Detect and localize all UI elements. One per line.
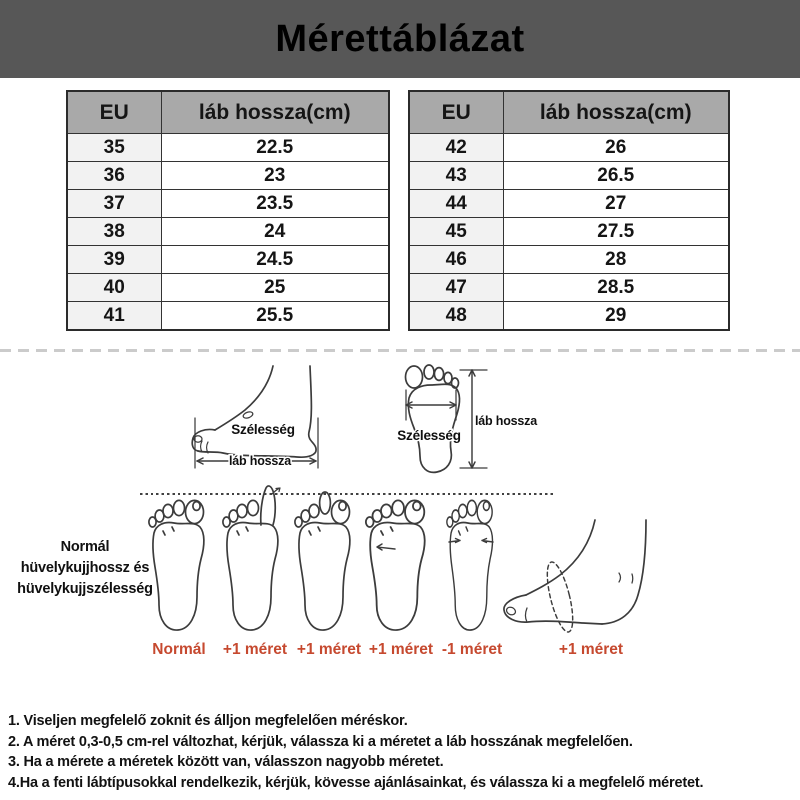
table-row bbox=[409, 274, 729, 302]
eu-size-cell: 42 bbox=[409, 134, 503, 162]
side-foot-outline bbox=[504, 520, 646, 624]
size-table-right bbox=[408, 90, 730, 331]
foot-length-cell: 24 bbox=[161, 218, 389, 246]
foot-length-cell: 25.5 bbox=[161, 302, 389, 331]
table-row bbox=[67, 134, 389, 162]
length-label: láb hossza bbox=[475, 414, 537, 428]
table-row bbox=[409, 134, 729, 162]
table-row bbox=[67, 246, 389, 274]
length-column-header: láb hossza(cm) bbox=[503, 91, 729, 134]
foot-length-cell: 25 bbox=[161, 274, 389, 302]
side-foot-outline bbox=[192, 366, 316, 457]
foot-length-cell: 28.5 bbox=[503, 274, 729, 302]
sizing-notes bbox=[8, 711, 703, 793]
foot-length-cell: 28 bbox=[503, 246, 729, 274]
foot-length-cell: 23 bbox=[161, 162, 389, 190]
page-title: Mérettáblázat bbox=[275, 17, 525, 60]
footprint-wide-icon bbox=[367, 485, 427, 635]
foot-type-label: +1 méret bbox=[296, 641, 362, 658]
eu-size-cell: 36 bbox=[67, 162, 161, 190]
table-row bbox=[409, 302, 729, 331]
table-row bbox=[67, 190, 389, 218]
foot-top-view-icon bbox=[398, 362, 543, 476]
eu-column-header: EU bbox=[409, 91, 503, 134]
width-label: Szélesség bbox=[231, 422, 295, 437]
size-table-left bbox=[66, 90, 390, 331]
table-row bbox=[67, 162, 389, 190]
footprint-long-bigtoe-icon bbox=[222, 485, 282, 635]
table-row bbox=[67, 302, 389, 331]
foot-length-cell: 27 bbox=[503, 190, 729, 218]
note-line: 3. Ha a mérete a méretek között van, válasszon nagyobb méretet. bbox=[8, 754, 444, 771]
width-label: Szélesség bbox=[397, 428, 461, 443]
eu-size-cell: 47 bbox=[409, 274, 503, 302]
foot-type-label: +1 méret bbox=[222, 641, 288, 658]
intro-line: hüvelykujjhossz és bbox=[20, 560, 150, 576]
eu-size-cell: 45 bbox=[409, 218, 503, 246]
table-header-row bbox=[409, 91, 729, 134]
foot-length-cell: 26 bbox=[503, 134, 729, 162]
eu-size-cell: 44 bbox=[409, 190, 503, 218]
footprint-long-secondtoe-icon bbox=[294, 485, 354, 635]
foot-type-label: -1 méret bbox=[441, 641, 503, 658]
foot-type-label: +1 méret bbox=[558, 641, 624, 658]
eu-size-cell: 38 bbox=[67, 218, 161, 246]
table-header-row bbox=[67, 91, 389, 134]
eu-size-cell: 48 bbox=[409, 302, 503, 331]
eu-size-cell: 35 bbox=[67, 134, 161, 162]
foot-length-cell: 23.5 bbox=[161, 190, 389, 218]
width-arrow bbox=[377, 544, 395, 550]
foot-length-cell: 27.5 bbox=[503, 218, 729, 246]
eu-size-cell: 41 bbox=[67, 302, 161, 331]
width-measure-arrows bbox=[406, 390, 456, 420]
eu-size-cell: 40 bbox=[67, 274, 161, 302]
table-row bbox=[409, 162, 729, 190]
foot-type-intro bbox=[6, 537, 164, 600]
table-row bbox=[67, 274, 389, 302]
girth-measure-dashes bbox=[542, 560, 578, 634]
eu-size-cell: 43 bbox=[409, 162, 503, 190]
note-line: 4.Ha a fenti lábtípusokkal rendelkezik, kérjük, kövesse ajánlásainkat, és válassza ki a megfelelő méretet. bbox=[8, 774, 704, 791]
intro-line: Normál bbox=[60, 539, 110, 555]
table-row bbox=[409, 190, 729, 218]
length-label: láb hossza bbox=[229, 454, 291, 468]
eu-size-cell: 37 bbox=[67, 190, 161, 218]
foot-length-cell: 26.5 bbox=[503, 162, 729, 190]
footprint-normal-icon bbox=[148, 485, 208, 635]
foot-type-label: Normál bbox=[152, 641, 206, 658]
length-column-header: láb hossza(cm) bbox=[161, 91, 389, 134]
foot-instep-girth-icon bbox=[498, 517, 658, 637]
dashed-divider bbox=[0, 349, 800, 352]
foot-side-view-icon bbox=[185, 362, 335, 476]
top-foot-outline bbox=[406, 365, 460, 472]
table-row bbox=[409, 246, 729, 274]
foot-length-cell: 24.5 bbox=[161, 246, 389, 274]
note-line: 1. Viseljen megfelelő zoknit és álljon megfelelően méréskor. bbox=[8, 713, 408, 729]
foot-length-cell: 29 bbox=[503, 302, 729, 331]
foot-length-cell: 22.5 bbox=[161, 134, 389, 162]
table-row bbox=[409, 218, 729, 246]
narrow-arrow-right bbox=[482, 539, 493, 543]
footprint-narrow-icon bbox=[441, 485, 501, 635]
eu-size-cell: 46 bbox=[409, 246, 503, 274]
intro-line: hüvelykujjszélesség bbox=[17, 581, 153, 597]
foot-type-label: +1 méret bbox=[368, 641, 434, 658]
eu-column-header: EU bbox=[67, 91, 161, 134]
title-banner bbox=[0, 0, 800, 78]
table-row bbox=[67, 218, 389, 246]
eu-size-cell: 39 bbox=[67, 246, 161, 274]
note-line: 2. A méret 0,3-0,5 cm-rel változhat, kérjük, válassza ki a méretet a láb hosszának megfelelően. bbox=[8, 733, 633, 750]
